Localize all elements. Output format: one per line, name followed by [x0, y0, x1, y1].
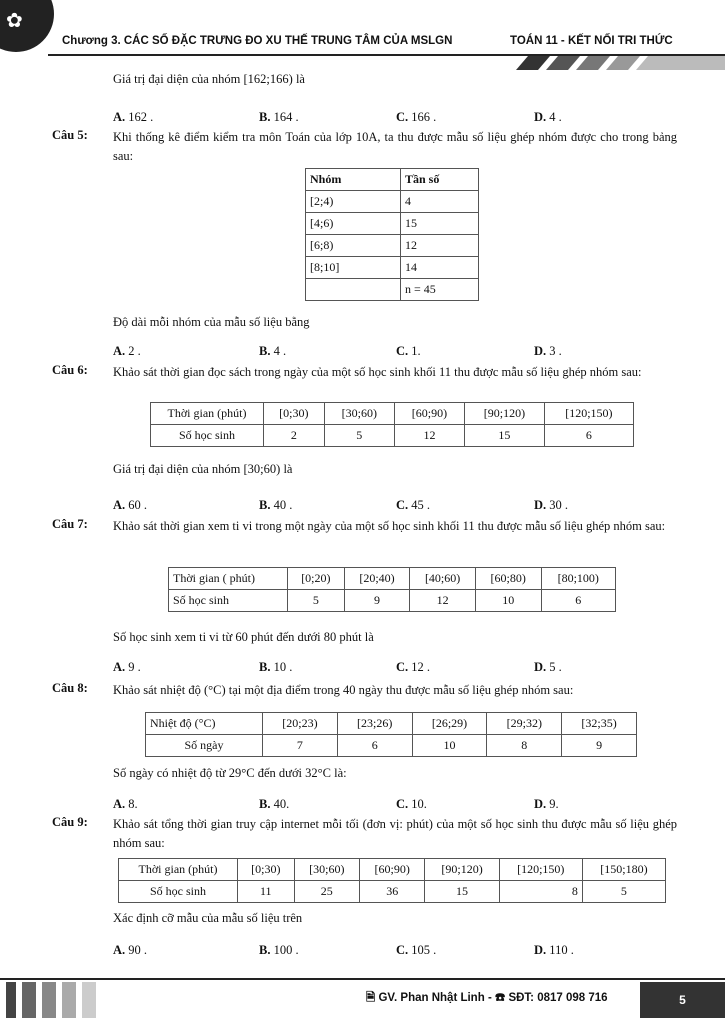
q6-group: [60;90): [394, 403, 464, 425]
q8-options: [113, 797, 678, 813]
q8-value: 10: [412, 735, 487, 757]
option-letter: B.: [259, 660, 271, 674]
q6-label-time: Thời gian (phút): [151, 403, 264, 425]
option-letter: B.: [259, 943, 271, 957]
q9-prompt: Xác định cỡ mẫu của mẫu số liệu trên: [113, 911, 303, 925]
q6-value: 12: [394, 425, 464, 447]
q8-option-a: 8.: [128, 797, 138, 811]
q8-option-c: 10.: [411, 797, 427, 811]
q7-option-c: 12 .: [411, 660, 431, 674]
q5-prompt: Độ dài mỗi nhóm của mẫu số liệu bằng: [113, 315, 310, 329]
q8-number: Câu 8:: [52, 681, 88, 695]
q9-table: [118, 858, 666, 903]
question-7: [52, 517, 677, 536]
q5-header-group: Nhóm: [310, 172, 342, 186]
q5-option-b: 4 .: [273, 344, 287, 358]
q7-number: Câu 7:: [52, 517, 88, 531]
q8-value: 9: [562, 735, 637, 757]
option-letter: B.: [259, 797, 271, 811]
q6-label-students: Số học sinh: [151, 425, 264, 447]
q6-table: [150, 402, 634, 447]
q7-group: [60;80): [475, 568, 541, 590]
q5-cell: [8;10]: [306, 257, 401, 279]
q4-option-a: 162 .: [128, 110, 154, 124]
option-letter: C.: [396, 797, 409, 811]
q9-value: 8: [499, 881, 582, 903]
q5-number: Câu 5:: [52, 128, 88, 142]
q7-options: [113, 660, 678, 676]
q8-value: 8: [487, 735, 562, 757]
q8-value: 6: [337, 735, 412, 757]
q6-group: [0;30): [264, 403, 325, 425]
q9-option-d: 110 .: [549, 943, 574, 957]
q6-value: 15: [465, 425, 545, 447]
q8-group: [32;35): [562, 713, 637, 735]
q7-value: 5: [288, 590, 345, 612]
q7-value: 10: [475, 590, 541, 612]
q7-group: [0;20): [288, 568, 345, 590]
q6-value: 6: [544, 425, 633, 447]
logo-icon: ✿: [6, 8, 23, 32]
q9-option-c: 105 .: [411, 943, 437, 957]
q6-option-c: 45 .: [411, 498, 431, 512]
q6-text: Khảo sát thời gian đọc sách trong ngày của một số học sinh khối 11 thu được mẫu số liệu ghép nhóm sau:: [113, 365, 642, 379]
footer-phone: SĐT: 0817 098 716: [508, 992, 608, 1004]
q9-label-time: Thời gian (phút): [119, 859, 238, 881]
q9-group: [120;150): [499, 859, 582, 881]
q7-value: 6: [541, 590, 616, 612]
q8-text: Khảo sát nhiệt độ (°C) tại một địa điểm trong 40 ngày thu được mẫu số liệu ghép nhóm sau:: [113, 683, 574, 697]
q5-option-d: 3 .: [549, 344, 562, 358]
q9-group: [150;180): [582, 859, 665, 881]
question-6: [52, 363, 677, 382]
q5-cell: [6;8): [306, 235, 401, 257]
q7-value: 12: [410, 590, 476, 612]
option-letter: D.: [534, 498, 547, 512]
q6-options: [113, 498, 678, 514]
header-book: TOÁN 11 - KẾT NỐI TRI THỨC: [510, 35, 673, 47]
footer-stripes: [0, 982, 110, 1018]
document-icon: 🗎: [366, 992, 376, 1004]
q9-label-students: Số học sinh: [119, 881, 238, 903]
q6-group: [120;150): [544, 403, 633, 425]
option-letter: D.: [534, 344, 547, 358]
q9-value: 25: [294, 881, 359, 903]
option-letter: D.: [534, 943, 547, 957]
q6-prompt: Giá trị đại diện của nhóm [30;60) là: [113, 462, 293, 476]
q8-option-b: 40.: [273, 797, 290, 811]
q7-group: [20;40): [344, 568, 410, 590]
page-number: 5: [640, 982, 725, 1018]
option-letter: C.: [396, 110, 409, 124]
q7-text: Khảo sát thời gian xem ti vi trong một ngày của một số học sinh khối 11 thu được mẫu số liệu ghép nhóm sau:: [113, 519, 666, 533]
option-letter: A.: [113, 110, 126, 124]
q9-option-b: 100 .: [273, 943, 299, 957]
question-8: [52, 681, 677, 700]
option-letter: D.: [534, 660, 547, 674]
q4-prompt: Giá trị đại diện của nhóm [162;166) là: [113, 72, 305, 86]
q5-cell: 14: [401, 257, 479, 279]
q5-text: Khi thống kê điểm kiểm tra môn Toán của lớp 10A, ta thu được mẫu số liệu ghép nhóm được cho trong bảng sau:: [113, 130, 677, 163]
option-letter: B.: [259, 344, 271, 358]
option-letter: B.: [259, 110, 271, 124]
q6-option-d: 30 .: [549, 498, 569, 512]
option-letter: B.: [259, 498, 271, 512]
q6-option-b: 40 .: [273, 498, 293, 512]
option-letter: A.: [113, 344, 126, 358]
question-5: [52, 128, 677, 166]
footer-contact: [366, 990, 608, 1009]
q4-options: [113, 110, 678, 126]
q7-label-time: Thời gian ( phút): [169, 568, 288, 590]
phone-icon: ☎: [494, 992, 506, 1004]
option-letter: D.: [534, 797, 547, 811]
question-9: [52, 815, 677, 853]
header-chapter: Chương 3. CÁC SỐ ĐẶC TRƯNG ĐO XU THẾ TRUNG TÂM CỦA MSLGN: [62, 35, 453, 47]
q9-value: 36: [359, 881, 424, 903]
q7-prompt: Số học sinh xem ti vi từ 60 phút đến dưới 80 phút là: [113, 630, 374, 644]
q5-table: [305, 168, 479, 301]
q7-group: [80;100): [541, 568, 616, 590]
q9-value: 11: [238, 881, 295, 903]
q8-label-temp: Nhiệt độ (°C): [146, 713, 263, 735]
option-letter: A.: [113, 498, 126, 512]
q9-number: Câu 9:: [52, 815, 88, 829]
q8-table: [145, 712, 637, 757]
q5-cell: 4: [401, 191, 479, 213]
option-letter: A.: [113, 660, 126, 674]
footer-teacher: GV. Phan Nhật Linh: [378, 992, 485, 1004]
option-letter: C.: [396, 943, 409, 957]
q5-options: [113, 344, 678, 360]
q9-group: [0;30): [238, 859, 295, 881]
q7-table: [168, 567, 616, 612]
q6-number: Câu 6:: [52, 363, 88, 377]
option-letter: A.: [113, 943, 126, 957]
q9-value: 5: [582, 881, 665, 903]
q6-group: [30;60): [324, 403, 394, 425]
q8-value: 7: [263, 735, 338, 757]
q6-value: 5: [324, 425, 394, 447]
q4-option-c: 166 .: [411, 110, 437, 124]
q9-option-a: 90 .: [128, 943, 148, 957]
footer-separator: -: [487, 992, 492, 1004]
q4-option-b: 164 .: [273, 110, 299, 124]
q8-prompt: Số ngày có nhiệt độ từ 29°C đến dưới 32°C là:: [113, 766, 347, 780]
q6-value: 2: [264, 425, 325, 447]
q5-header-freq: Tần số: [405, 172, 440, 186]
q9-group: [30;60): [294, 859, 359, 881]
q7-option-d: 5 .: [549, 660, 562, 674]
q8-group: [20;23): [263, 713, 338, 735]
q4-option-d: 4 .: [549, 110, 562, 124]
q5-cell: 15: [401, 213, 479, 235]
q5-cell: [2;4): [306, 191, 401, 213]
q7-value: 9: [344, 590, 410, 612]
q9-group: [60;90): [359, 859, 424, 881]
q5-cell: n = 45: [401, 279, 479, 301]
q7-group: [40;60): [410, 568, 476, 590]
q7-option-b: 10 .: [273, 660, 293, 674]
option-letter: C.: [396, 344, 409, 358]
q6-option-a: 60 .: [128, 498, 148, 512]
q7-option-a: 9 .: [128, 660, 141, 674]
q8-label-days: Số ngày: [146, 735, 263, 757]
option-letter: A.: [113, 797, 126, 811]
q8-option-d: 9.: [549, 797, 559, 811]
q9-options: [113, 943, 678, 959]
option-letter: C.: [396, 498, 409, 512]
q8-group: [29;32): [487, 713, 562, 735]
q9-value: 15: [425, 881, 499, 903]
q7-label-students: Số học sinh: [169, 590, 288, 612]
q5-cell: [4;6): [306, 213, 401, 235]
q8-group: [26;29): [412, 713, 487, 735]
q5-option-c: 1.: [411, 344, 421, 358]
q5-cell: [306, 279, 401, 301]
q6-group: [90;120): [465, 403, 545, 425]
option-letter: D.: [534, 110, 547, 124]
q5-option-a: 2 .: [128, 344, 141, 358]
q9-text: Khảo sát tổng thời gian truy cập internet mỗi tối (đơn vị: phút) của một số học sinh thu được mẫu số liệu ghép nhóm sau:: [113, 817, 677, 850]
q9-group: [90;120): [425, 859, 499, 881]
footer-rule: [0, 978, 725, 980]
option-letter: C.: [396, 660, 409, 674]
q8-group: [23;26): [337, 713, 412, 735]
q5-cell: 12: [401, 235, 479, 257]
header-stripes: [508, 56, 725, 70]
